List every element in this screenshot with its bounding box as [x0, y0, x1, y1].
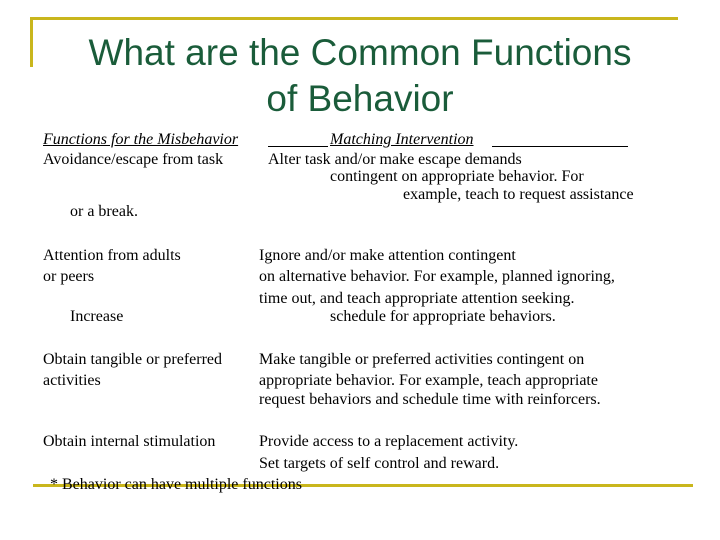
row3-intervention-line1: Make tangible or preferred activities contingent on: [259, 351, 585, 368]
row4-intervention-line1: Provide access to a replacement activity.: [259, 433, 519, 450]
row2-intervention-line1: Ignore and/or make attention contingent: [259, 247, 516, 264]
row4-intervention-line2: Set targets of self control and reward.: [259, 455, 500, 472]
row1-function-line1: Avoidance/escape from task: [43, 151, 224, 168]
row1-intervention-line1: Alter task and/or make escape demands: [268, 151, 522, 168]
row2-intervention-line2: on alternative behavior. For example, planned ignoring,: [259, 268, 615, 285]
row1-intervention-line3: example, teach to request assistance: [403, 186, 634, 203]
row3-function-line1: Obtain tangible or preferred: [43, 351, 223, 368]
header-rule-end: [492, 146, 628, 147]
row2-function-line1: Attention from adults: [43, 247, 181, 264]
frame-left-line: [30, 17, 33, 67]
row2-intervention-line3: time out, and teach appropriate attention seeking.: [259, 290, 575, 307]
header-intervention: Matching Intervention: [330, 131, 474, 148]
header-functions: Functions for the Misbehavior: [43, 131, 239, 148]
row2-function-line2: or peers: [43, 268, 95, 285]
row2-function-line3: Increase: [70, 308, 124, 325]
row1-function-line2: or a break.: [70, 203, 138, 220]
header-rule-gap: [268, 146, 328, 147]
row3-function-line2: activities: [43, 372, 101, 389]
row1-intervention-line2: contingent on appropriate behavior. For: [330, 168, 584, 185]
title-line-1: What are the Common Functions: [88, 32, 632, 73]
frame-top-line: [30, 17, 678, 20]
row3-intervention-line2: appropriate behavior. For example, teach appropriate: [259, 372, 598, 389]
title-line-2: of Behavior: [266, 78, 454, 119]
row4-function-line1: Obtain internal stimulation: [43, 433, 216, 450]
slide-title: [40, 30, 680, 122]
row2-intervention-line4: schedule for appropriate behaviors.: [330, 308, 556, 325]
footnote: * Behavior can have multiple functions: [50, 476, 302, 493]
row3-intervention-line3: request behaviors and schedule time with reinforcers.: [259, 391, 601, 408]
